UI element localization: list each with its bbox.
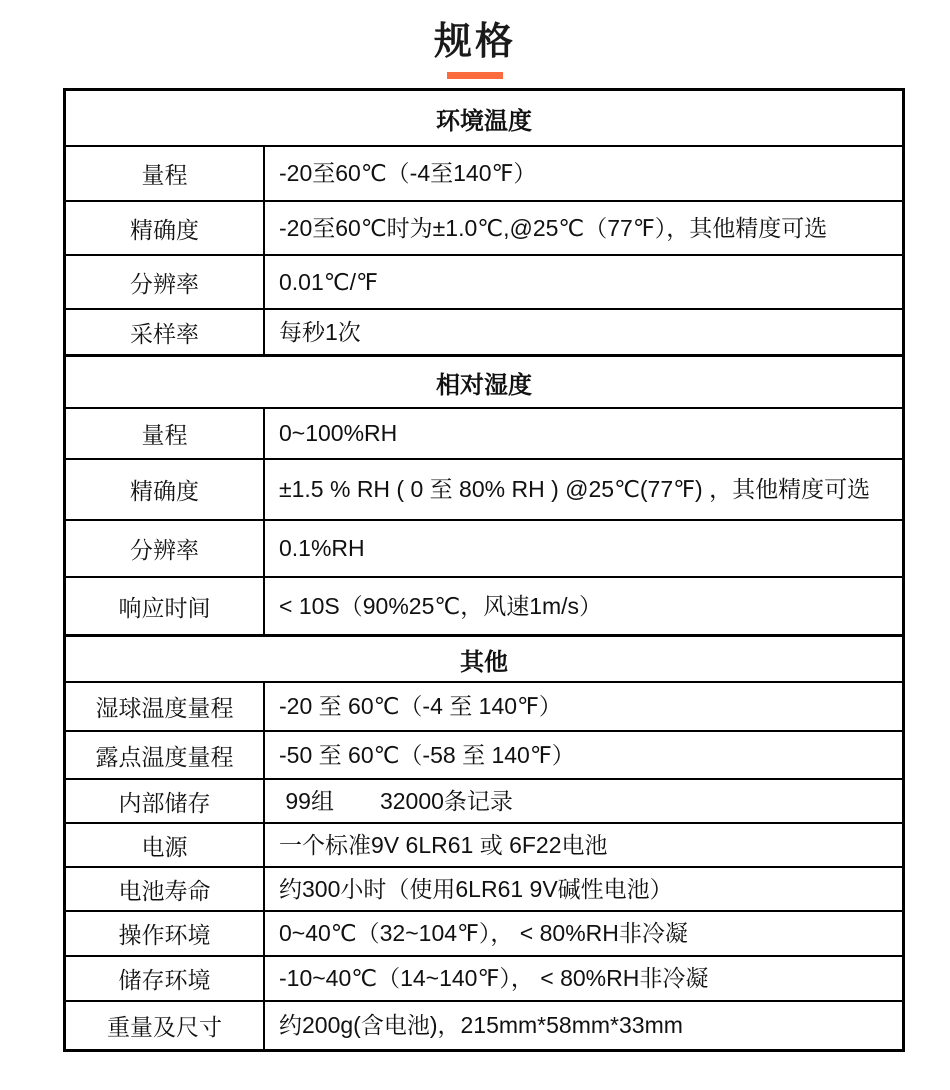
spec-label: 分辨率 bbox=[66, 256, 265, 308]
table-row bbox=[66, 145, 902, 200]
table-row bbox=[66, 955, 902, 1000]
spec-value: -10~40℃（14~140℉）， < 80%RH非冷凝 bbox=[279, 965, 709, 992]
spec-label: 重量及尺寸 bbox=[66, 1002, 265, 1049]
spec-value: 0~40℃（32~104℉）， < 80%RH非冷凝 bbox=[279, 920, 688, 947]
table-row bbox=[66, 576, 902, 634]
table-row bbox=[66, 308, 902, 354]
table-row bbox=[66, 407, 902, 458]
table-row bbox=[66, 1000, 902, 1049]
spec-value: 约200g(含电池)，215mm*58mm*33mm bbox=[279, 1012, 683, 1039]
spec-label: 精确度 bbox=[66, 460, 265, 519]
title-underline-accent bbox=[447, 72, 503, 79]
table-row bbox=[66, 822, 902, 866]
table-row bbox=[66, 458, 902, 519]
table-row bbox=[66, 254, 902, 308]
spec-value: 0.01℃/℉ bbox=[279, 268, 378, 295]
spec-label: 储存环境 bbox=[66, 957, 265, 1000]
spec-label: 分辨率 bbox=[66, 521, 265, 576]
section-header-ambient-temperature: 环境温度 bbox=[436, 107, 532, 135]
spec-value: ±1.5 % RH ( 0 至 80% RH ) @25℃(77℉) ，其他精度可选 bbox=[279, 476, 871, 503]
spec-value: 99组 32000条记录 bbox=[279, 787, 513, 814]
table-row bbox=[66, 200, 902, 254]
spec-value: 一个标准9V 6LR61 或 6F22电池 bbox=[279, 831, 608, 858]
spec-value: < 10S（90%25℃，风速1m/s） bbox=[279, 592, 603, 619]
section-header-other: 其他 bbox=[66, 634, 902, 681]
spec-table bbox=[63, 88, 905, 1052]
spec-label: 精确度 bbox=[66, 202, 265, 254]
spec-value: 约300小时（使用6LR61 9V碱性电池） bbox=[279, 875, 673, 902]
spec-label: 量程 bbox=[66, 147, 265, 200]
spec-label: 露点温度量程 bbox=[66, 732, 265, 778]
table-row bbox=[66, 519, 902, 576]
spec-label: 电源 bbox=[66, 824, 265, 866]
table-row bbox=[66, 910, 902, 955]
spec-value: -20至60℃（-4至140℉） bbox=[279, 160, 537, 187]
spec-value: -20至60℃时为±1.0℃,@25℃（77℉），其他精度可选 bbox=[279, 214, 828, 241]
spec-label: 响应时间 bbox=[66, 578, 265, 634]
spec-value: 0.1%RH bbox=[279, 535, 365, 562]
spec-label: 电池寿命 bbox=[66, 868, 265, 910]
spec-value: 0~100%RH bbox=[279, 420, 398, 447]
spec-value: 每秒1次 bbox=[279, 318, 361, 345]
spec-label: 湿球温度量程 bbox=[66, 683, 265, 730]
spec-label: 操作环境 bbox=[66, 912, 265, 955]
spec-value: -50 至 60℃（-58 至 140℉） bbox=[279, 741, 575, 768]
table-row bbox=[66, 730, 902, 778]
section-header-relative-humidity: 相对湿度 bbox=[66, 354, 902, 407]
spec-label: 内部储存 bbox=[66, 780, 265, 822]
spec-label: 量程 bbox=[66, 409, 265, 458]
table-row bbox=[66, 681, 902, 730]
spec-value: -20 至 60℃（-4 至 140℉） bbox=[279, 693, 562, 720]
page-title: 规格 bbox=[433, 21, 516, 63]
table-row bbox=[66, 866, 902, 910]
table-row bbox=[66, 778, 902, 822]
spec-label: 采样率 bbox=[66, 310, 265, 354]
